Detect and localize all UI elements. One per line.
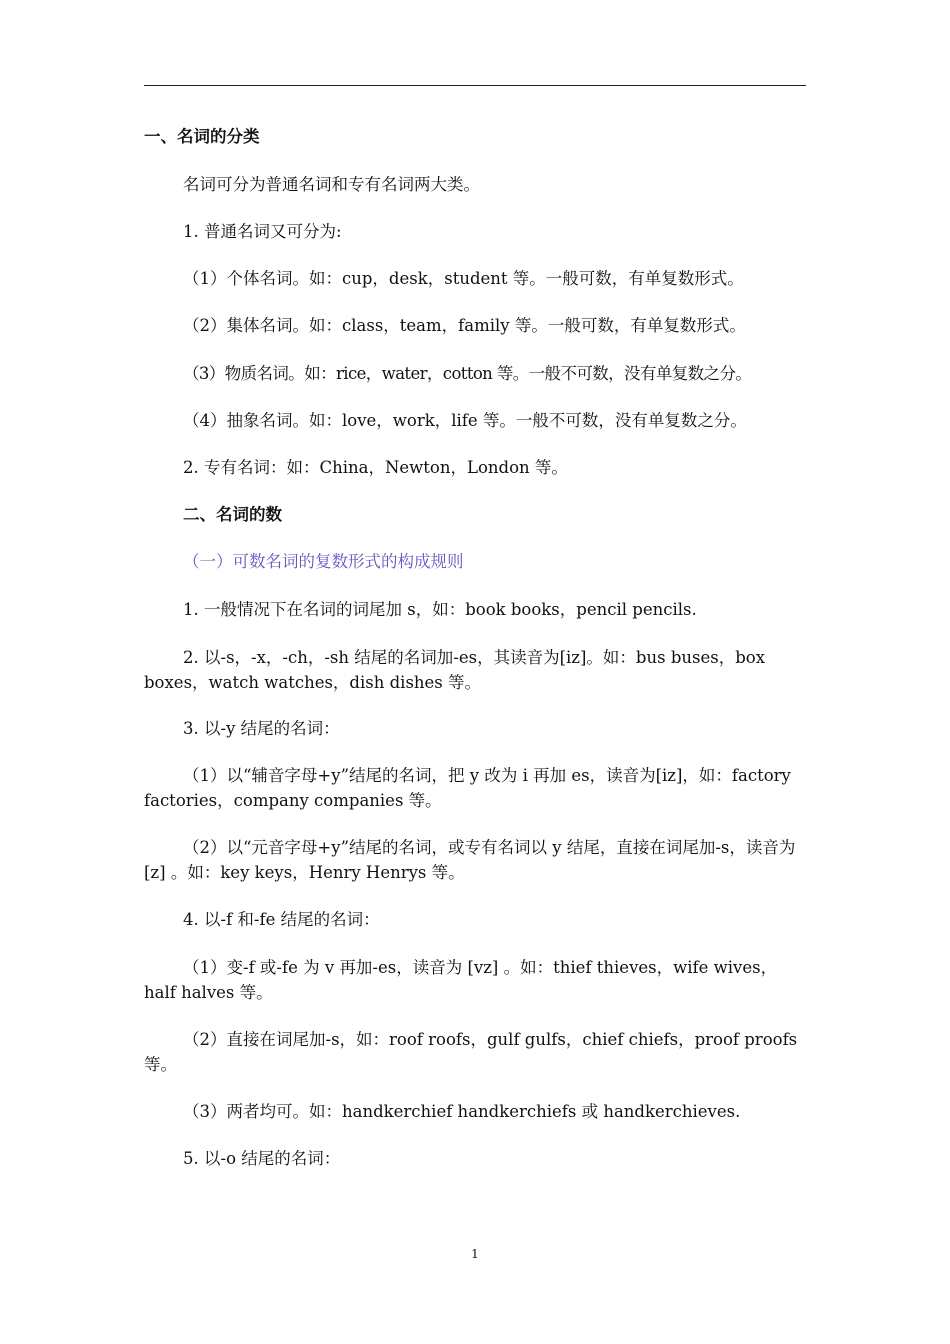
abstract-nouns: （4）抽象名词。如：love，work，life 等。一般不可数，没有单复数之分。 — [183, 411, 747, 430]
intro-text: 名词可分为普通名词和专有名词两大类。 — [183, 175, 480, 194]
rule3-2: （2）以“元音字母+y”结尾的名词，或专有名词以 y 结尾，直接在词尾加-s，读音为 [z] 。如：key keys，Henry Henrys 等。 — [144, 838, 796, 882]
rule4-2: （2）直接在词尾加-s，如：roof roofs，gulf gulfs，chief chiefs，proof proofs 等。 — [144, 1030, 798, 1074]
collective-nouns: （2）集体名词。如：class，team，family 等。一般可数，有单复数形式。 — [183, 316, 746, 335]
rule1: 1. 一般情况下在名词的词尾加 s，如：book books，pencil pencils. — [183, 600, 697, 619]
rule4-title: 4. 以-f 和-fe 结尾的名词： — [183, 910, 380, 929]
section2-title: 二、名词的数 — [183, 505, 282, 524]
rule3-title: 3. 以-y 结尾的名词： — [183, 719, 340, 738]
section1-title: 一、名词的分类 — [144, 127, 260, 146]
material-nouns: （3）物质名词。如：rice，water，cotton 等。一般不可数，没有单复数之分。 — [183, 364, 752, 383]
rule4-3: （3）两者均可。如：handkerchief handkerchiefs 或 handkerchieves. — [183, 1102, 741, 1121]
individual-nouns: （1）个体名词。如：cup，desk，student 等。一般可数，有单复数形式。 — [183, 269, 744, 288]
rule2: 2. 以-s，-x，-ch，-sh 结尾的名词加-es，其读音为[iz]。如：bus buses，box boxes，watch watches，dish dishes 等。 — [144, 648, 766, 692]
page-number: 1 — [471, 1247, 479, 1261]
header-rule — [144, 85, 806, 86]
rule4-1: （1）变-f 或-fe 为 v 再加-es，读音为 [vz] 。如：thief thieves，wife wives，half halves 等。 — [144, 958, 778, 1002]
rule5-title: 5. 以-o 结尾的名词： — [183, 1149, 341, 1168]
subsection1-title: （一）可数名词的复数形式的构成规则 — [183, 552, 464, 571]
proper-nouns: 2. 专有名词：如：China，Newton，London 等。 — [183, 458, 568, 477]
common-nouns-title: 1. 普通名词又可分为: — [183, 222, 342, 241]
rule3-1: （1）以“辅音字母+y”结尾的名词，把 y 改为 i 再加 es，读音为[iz]，如：factory factories，company companies 等。 — [144, 766, 791, 810]
